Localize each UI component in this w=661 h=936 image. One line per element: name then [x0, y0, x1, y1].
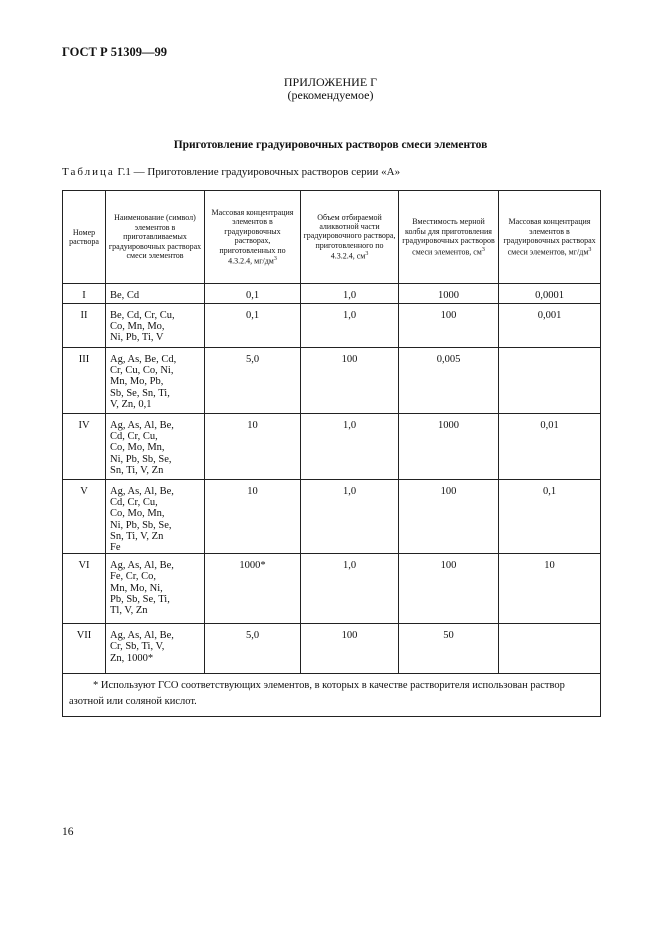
cell-mixture-concentration — [499, 624, 601, 674]
cell-elements — [106, 554, 205, 624]
cell-aliquot-volume: 1,0 — [301, 304, 399, 348]
appendix-heading — [0, 76, 661, 102]
header-superscript: 3 — [481, 246, 485, 253]
element-line: Be, Cd, Cr, Cu, — [110, 310, 175, 321]
element-line: Zn, 1000* — [110, 652, 154, 664]
element-line: Ni, Pb, Sb, Se, — [110, 453, 172, 465]
cell-mixture-concentration: 0,001 — [499, 304, 601, 348]
element-line: Cd, Cr, Cu, — [110, 431, 158, 443]
cell-mixture-concentration: 0,1 — [499, 480, 601, 554]
appendix-subtitle: (рекомендуемое) — [287, 88, 374, 102]
cell-mixture-concentration: 0,01 — [499, 414, 601, 480]
element-line: Ag, As, Al, Be, — [110, 420, 174, 431]
table-header-row — [63, 191, 601, 284]
element-line: Fe — [110, 542, 121, 554]
header-solution-number: Номер раствора — [63, 191, 106, 284]
appendix-title: ПРИЛОЖЕНИЕ Г — [283, 75, 378, 89]
cell-mixture-concentration: 0,0001 — [499, 284, 601, 304]
element-line: Pb, Sb, Se, Ti, — [110, 593, 170, 605]
header-superscript: 3 — [588, 246, 592, 253]
header-mass-concentration-text: Массовая концентрация элементов в градуировочных растворах, приготовленных по 4.3.2.4, мг/дм — [211, 207, 294, 266]
element-line: Ni, Pb, Sb, Se, — [110, 519, 172, 531]
table-row — [63, 554, 601, 624]
header-mixture-concentration — [499, 191, 601, 284]
header-superscript: 3 — [365, 251, 369, 258]
cell-aliquot-volume: 1,0 — [301, 554, 399, 624]
cell-elements — [106, 284, 205, 304]
element-line: Sb, Se, Sn, Ti, — [110, 387, 170, 399]
table-row — [63, 480, 601, 554]
table-caption — [62, 166, 400, 178]
element-line: V, Zn, 0,1 — [110, 398, 152, 410]
cell-aliquot-volume: 100 — [301, 624, 399, 674]
element-line: Ag, As, Al, Be, — [110, 630, 174, 642]
cell-elements — [106, 624, 205, 674]
header-aliquot-volume — [301, 191, 399, 284]
element-line: Be, Cd — [110, 290, 140, 301]
cell-mass-concentration: 0,1 — [205, 284, 301, 304]
cell-mass-concentration: 0,1 — [205, 304, 301, 348]
cell-elements — [106, 414, 205, 480]
cell-flask-volume: 0,005 — [399, 348, 499, 414]
cell-flask-volume: 100 — [399, 554, 499, 624]
cell-flask-volume: 100 — [399, 304, 499, 348]
element-line: Sn, Ti, V, Zn — [110, 530, 164, 542]
cell-elements — [106, 348, 205, 414]
cell-solution-number: II — [63, 304, 106, 348]
document-code: ГОСТ Р 51309—99 — [62, 45, 168, 59]
cell-aliquot-volume: 1,0 — [301, 414, 399, 480]
table-row — [63, 414, 601, 480]
cell-elements — [106, 304, 205, 348]
cell-solution-number: IV — [63, 414, 106, 480]
header-flask-volume-text: Вместимость мерной колбы для приготовления градуировочных растворов смеси элементов, см — [402, 217, 495, 257]
cell-mass-concentration: 5,0 — [205, 624, 301, 674]
cell-mixture-concentration — [499, 348, 601, 414]
cell-elements — [106, 480, 205, 554]
cell-flask-volume: 50 — [399, 624, 499, 674]
cell-mass-concentration: 1000* — [205, 554, 301, 624]
element-line: Ni, Pb, Ti, V — [110, 332, 164, 344]
cell-solution-number: III — [63, 348, 106, 414]
table-caption-prefix: Таблица — [62, 166, 115, 178]
cell-flask-volume: 100 — [399, 480, 499, 554]
cell-solution-number: VII — [63, 624, 106, 674]
page-number: 16 — [62, 826, 74, 838]
table-row — [63, 624, 601, 674]
element-line: Co, Mo, Mn, — [110, 508, 165, 520]
table-row — [63, 304, 601, 348]
table-footnote: * Используют ГСО соответствующих элементов, в которых в качестве растворителя использован раствор азотной или соляной кислот. — [63, 674, 601, 717]
header-mixture-concentration-text: Массовая концентрация элементов в градуировочных растворах смеси элементов, мг/дм — [503, 217, 596, 257]
cell-mass-concentration: 10 — [205, 480, 301, 554]
element-line: Ag, As, Al, Be, — [110, 486, 174, 497]
table-row — [63, 284, 601, 304]
element-line: Sn, Ti, V, Zn — [110, 464, 164, 476]
cell-solution-number: I — [63, 284, 106, 304]
footnote-row — [63, 674, 601, 717]
element-line: Mn, Mo, Pb, — [110, 376, 164, 388]
cell-mass-concentration: 5,0 — [205, 348, 301, 414]
element-line: Co, Mn, Mo, — [110, 321, 165, 333]
cell-flask-volume: 1000 — [399, 414, 499, 480]
element-line: Cr, Cu, Co, Ni, — [110, 365, 174, 377]
cell-solution-number: VI — [63, 554, 106, 624]
cell-solution-number: V — [63, 480, 106, 554]
element-line: Cr, Sb, Ti, V, — [110, 641, 165, 653]
element-line: Mn, Mo, Ni, — [110, 582, 163, 594]
cell-aliquot-volume: 100 — [301, 348, 399, 414]
calibration-table — [62, 190, 601, 717]
cell-aliquot-volume: 1,0 — [301, 284, 399, 304]
header-mass-concentration — [205, 191, 301, 284]
header-flask-volume — [399, 191, 499, 284]
element-line: Tl, V, Zn — [110, 605, 148, 617]
table-row — [63, 348, 601, 414]
header-element-names: Наименование (символ) элементов в приготавливаемых градуировочных растворах смеси элементов — [106, 191, 205, 284]
cell-mass-concentration: 10 — [205, 414, 301, 480]
element-line: Ag, As, Al, Be, — [110, 560, 174, 572]
cell-mixture-concentration: 10 — [499, 554, 601, 624]
element-line: Cd, Cr, Cu, — [110, 497, 158, 509]
cell-flask-volume: 1000 — [399, 284, 499, 304]
header-aliquot-volume-text: Объем отбираемой аликвотной части градуировочного раствора, приготовленного по 4.3.2.4, см — [303, 212, 396, 261]
section-title: Приготовление градуировочных растворов смеси элементов — [173, 139, 488, 151]
element-line: Co, Mo, Mn, — [110, 442, 165, 454]
cell-aliquot-volume: 1,0 — [301, 480, 399, 554]
element-line: Ag, As, Be, Cd, — [110, 354, 177, 365]
table-caption-text: Г.1 — Приготовление градуировочных растворов серии «А» — [114, 166, 401, 178]
element-line: Fe, Cr, Co, — [110, 571, 156, 583]
header-superscript: 3 — [273, 255, 277, 262]
